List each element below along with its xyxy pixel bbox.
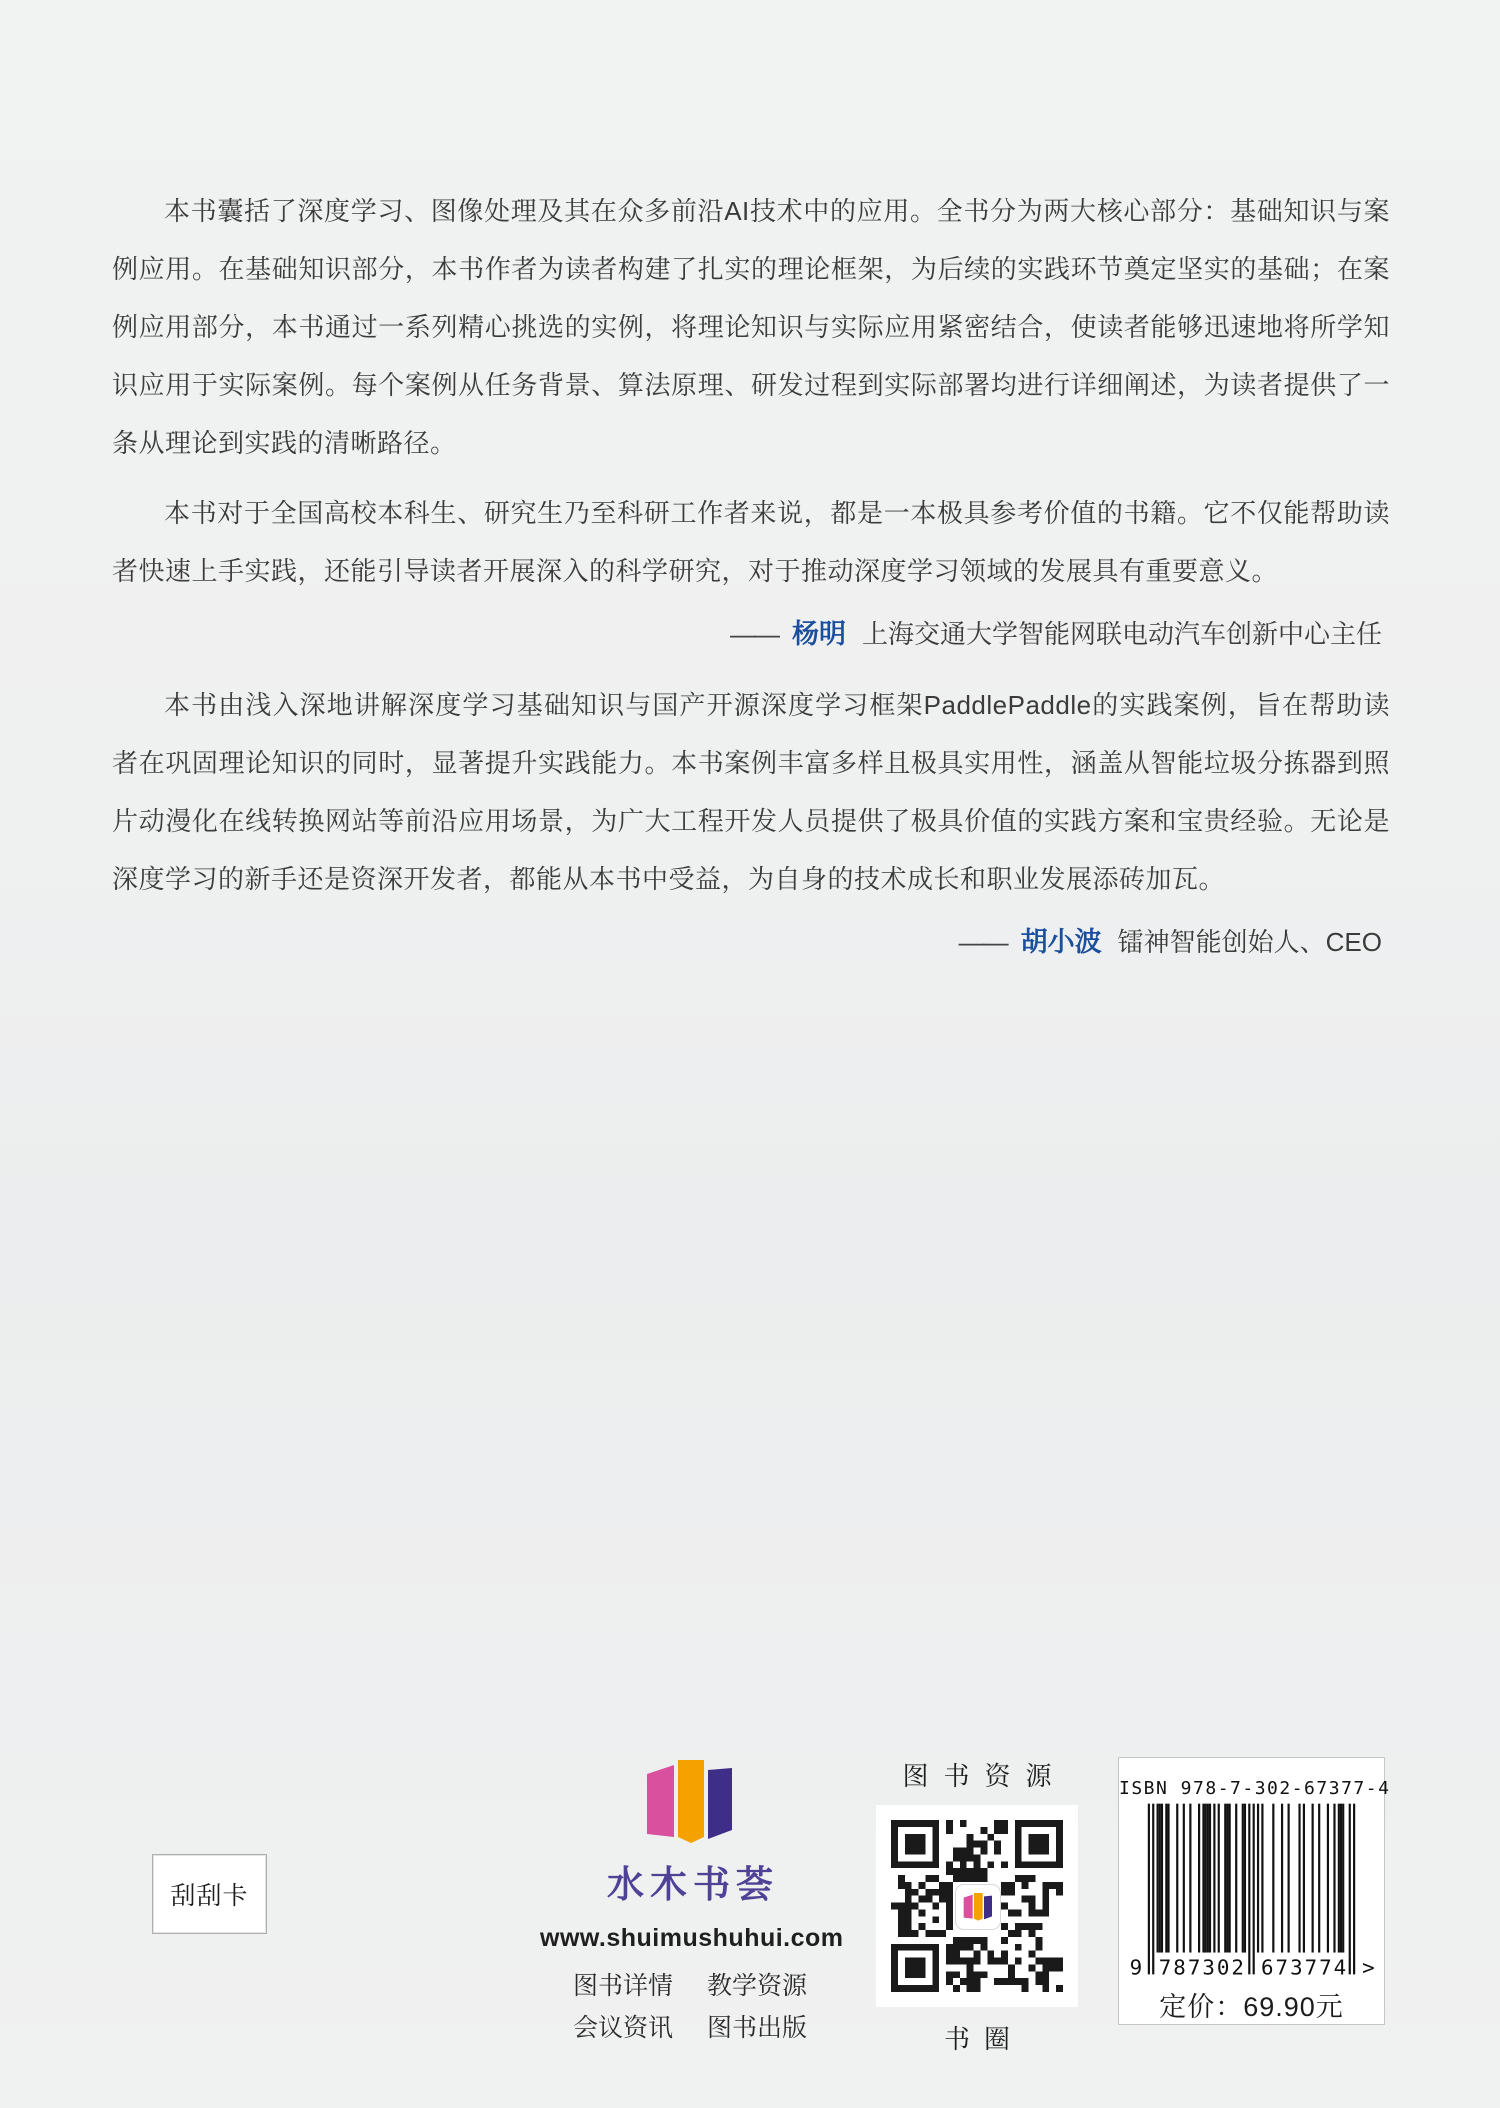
- barcode-digit-lead: 9: [1129, 1955, 1145, 1979]
- qr-title: 图书资源: [902, 1761, 1067, 1791]
- scratch-card-box: [152, 1854, 267, 1934]
- publisher-folded-book-icon: [963, 1893, 993, 1921]
- endorser-title: 镭神智能创始人、CEO: [1117, 927, 1382, 957]
- attribution-dash: ——: [958, 927, 1007, 957]
- attribution-dash: ——: [729, 619, 778, 649]
- endorsement-1-paragraph-1: 本书囊括了深度学习、图像处理及其在众多前沿AI技术中的应用。全书分为两大核心部分：基础知识与案例应用。在基础知识部分，本书作者为读者构建了扎实的理论框架，为后续的实践环节奠定坚实的基础；在案例应用部分，本书通过一系列精心挑选的实例，将理论知识与实际应用紧密结合，使读者能够迅速地将所学知识应用于实际案例。每个案例从任务背景、算法原理、研发过程到实际部署均进行详细阐述，为读者提供了一条从理论到实践的清晰路径。: [112, 196, 1390, 458]
- publisher-block: [540, 1760, 844, 2049]
- barcode-digits-left: 787302: [1158, 1955, 1246, 1979]
- endorsement-1-attribution: [112, 604, 1382, 664]
- publisher-folded-book-icon: [645, 1760, 735, 1844]
- publisher-link-book-details: 图书详情: [572, 1972, 673, 2000]
- ean13-barcode: [1119, 1803, 1384, 1979]
- qr-center-logo: [955, 1884, 1001, 1930]
- isbn-barcode-block: [1118, 1757, 1391, 2025]
- publisher-link-book-publishing: 图书出版: [707, 2014, 808, 2042]
- publisher-name: 水木书荟: [607, 1864, 779, 1905]
- endorser-title: 上海交通大学智能网联电动汽车创新中心主任: [861, 619, 1382, 649]
- qr-code: [876, 1805, 1078, 2007]
- endorsement-section: [112, 182, 1390, 972]
- publisher-link-teaching-resources: 教学资源: [707, 1972, 808, 2000]
- qr-block: [876, 1756, 1078, 2056]
- endorser-name: 胡小波: [1020, 927, 1102, 957]
- endorsement-2-paragraph-1: 本书由浅入深地讲解深度学习基础知识与国产开源深度学习框架PaddlePaddle的实践案例，旨在帮助读者在巩固理论知识的同时，显著提升实践能力。本书案例丰富多样且极具实用性，涵盖从智能垃圾分拣器到照片动漫化在线转换网站等前沿应用场景，为广大工程开发人员提供了极具价值的实践方案和宝贵经验。无论是深度学习的新手还是资深开发者，都能从本书中受益，为自身的技术成长和职业发展添砖加瓦。: [112, 690, 1390, 894]
- endorser-name: 杨明: [791, 619, 846, 649]
- publisher-links: [540, 1965, 840, 2049]
- publisher-website: www.shuimushuhui.com: [540, 1924, 844, 1952]
- scratch-card-label: 刮刮卡: [170, 1882, 249, 1910]
- barcode-digits-right: 673774: [1261, 1955, 1349, 1979]
- barcode-digit-end: >: [1362, 1955, 1375, 1979]
- endorsement-1-paragraph-2: 本书对于全国高校本科生、研究生乃至科研工作者来说，都是一本极具参考价值的书籍。它不仅能帮助读者快速上手实践，还能引导读者开展深入的科学研究，对于推动深度学习领域的发展具有重要意义。: [112, 498, 1390, 586]
- isbn-label: ISBN 978-7-302-67377-4: [1119, 1778, 1391, 1799]
- endorsement-2-attribution: [112, 912, 1382, 972]
- price-label: 定价：69.90元: [1159, 1992, 1344, 2022]
- qr-caption: 书圈: [943, 2024, 1024, 2054]
- publisher-link-conference-news: 会议资讯: [572, 2014, 673, 2042]
